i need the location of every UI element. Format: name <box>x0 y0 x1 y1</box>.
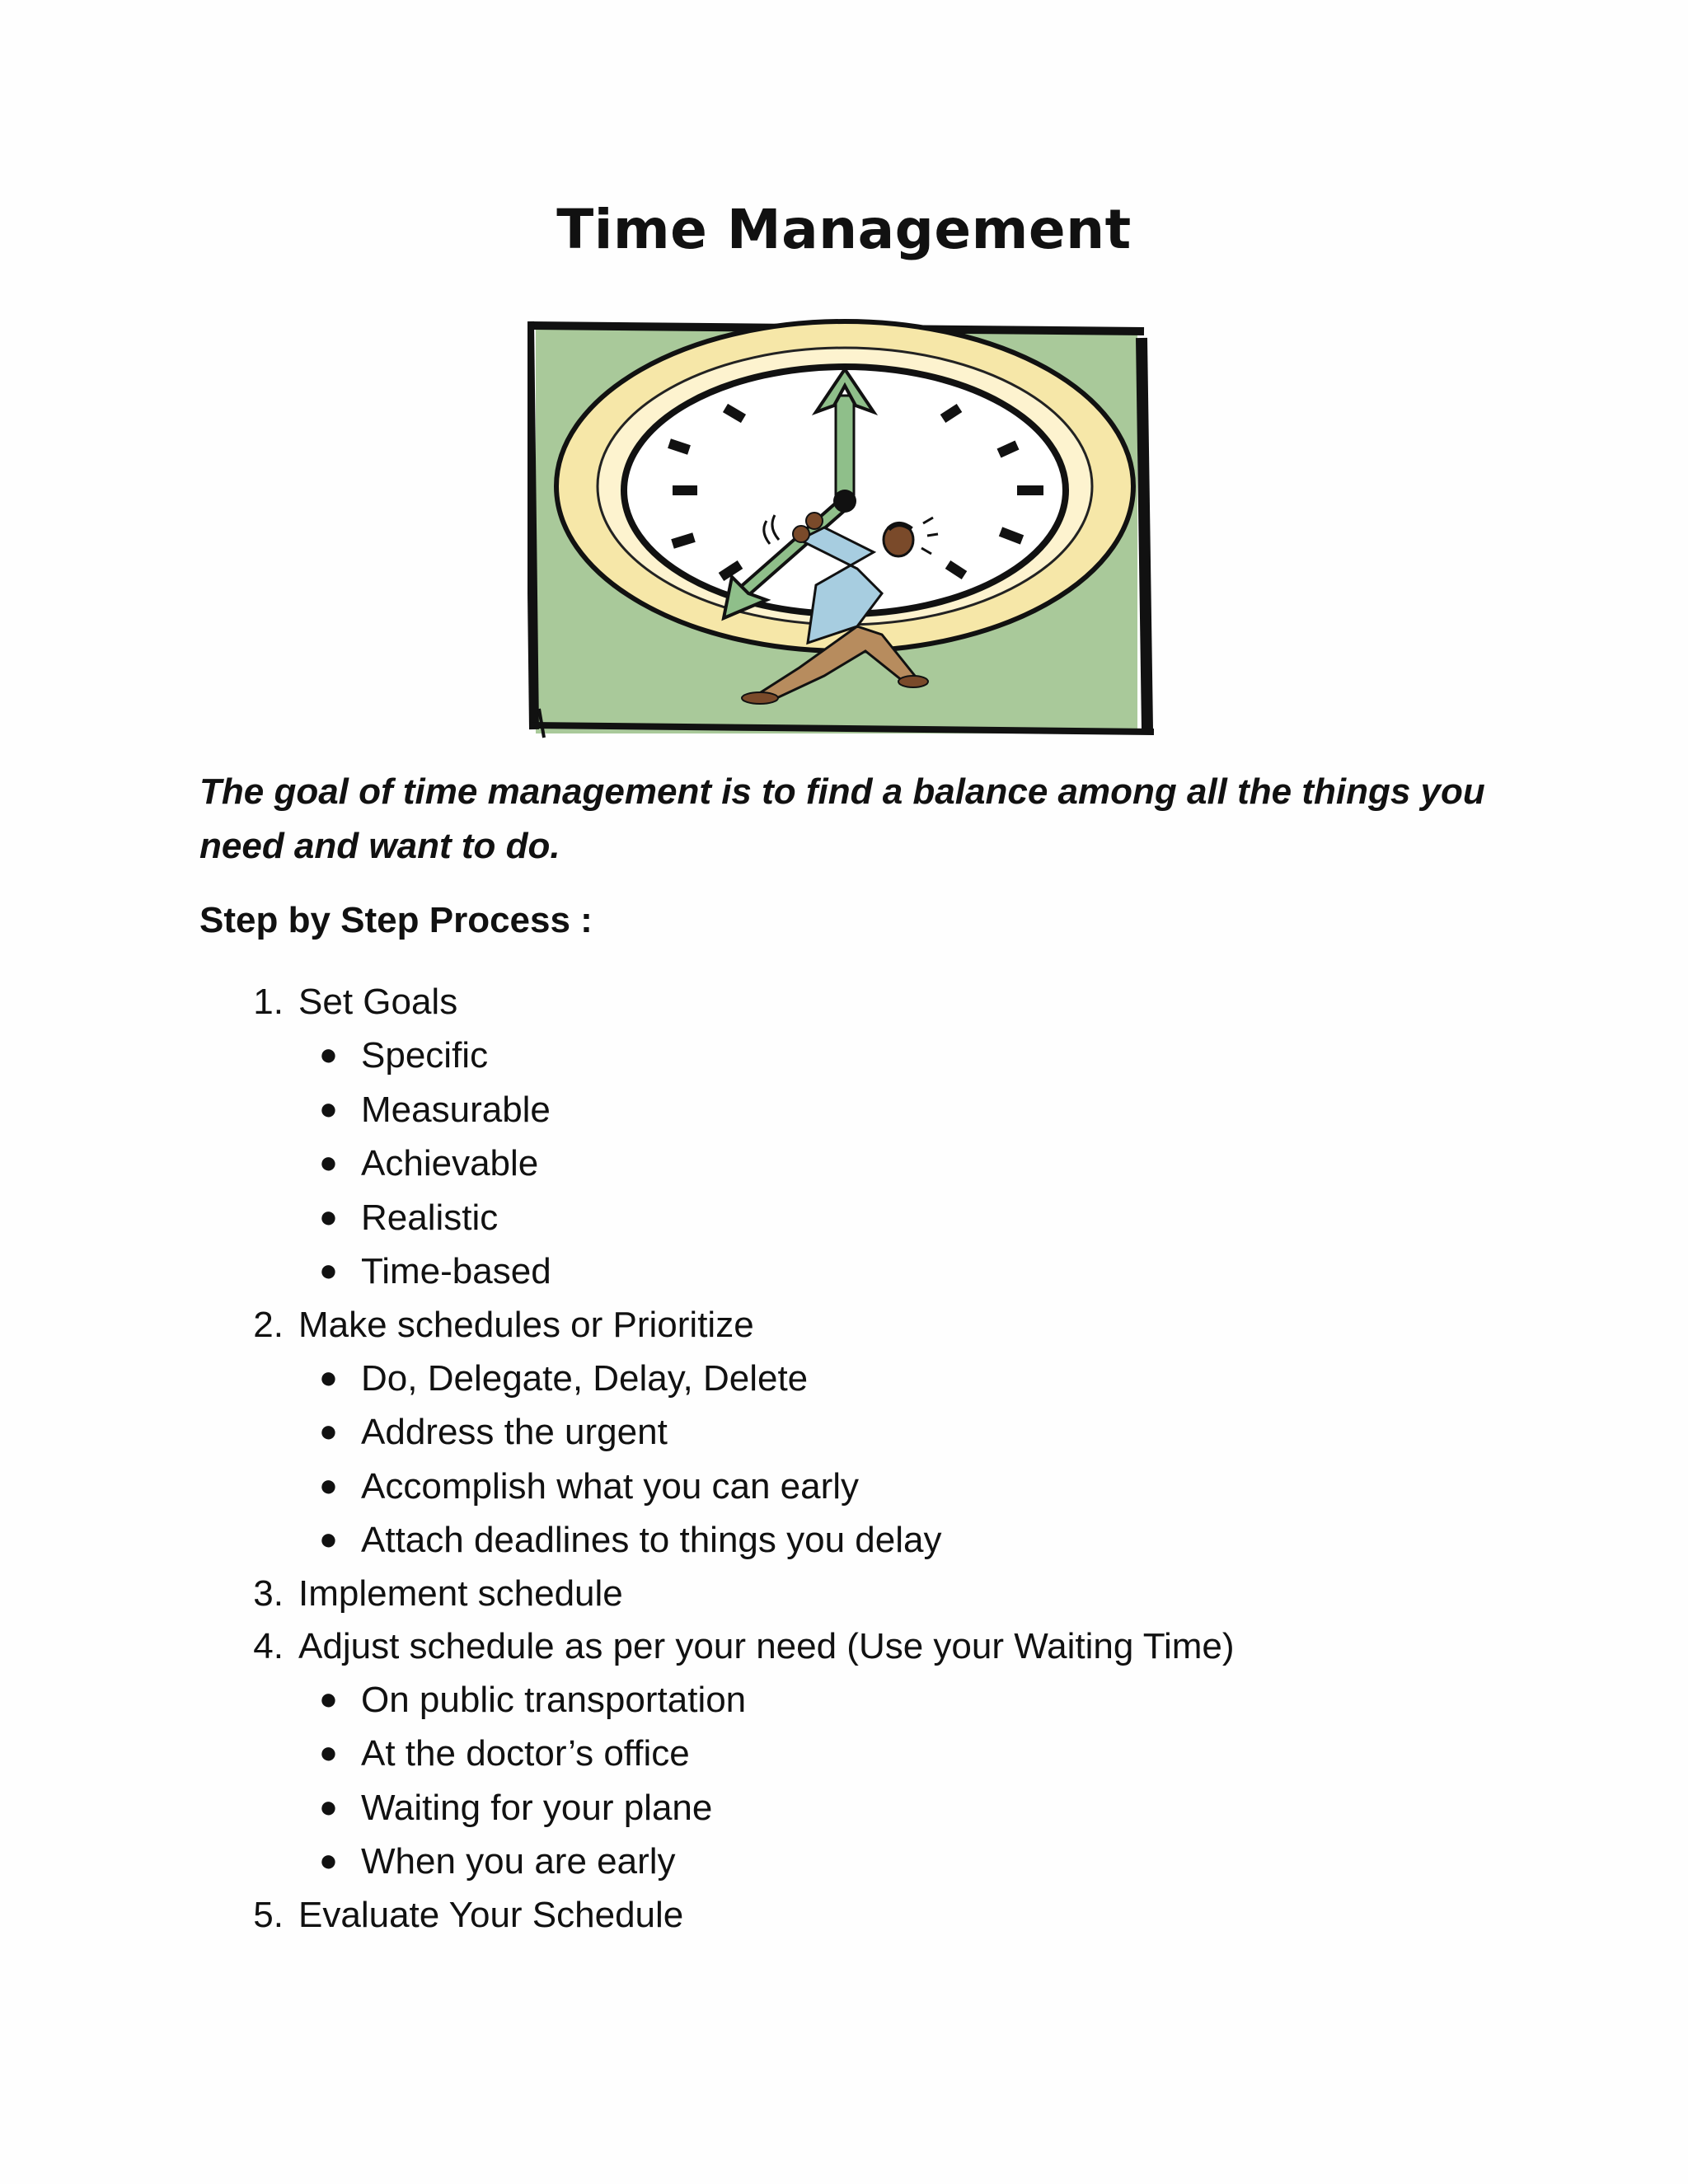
list-item-text: Achievable <box>361 1143 539 1183</box>
list-item-text: Realistic <box>361 1197 499 1238</box>
list-item <box>199 1029 1601 1083</box>
page-title: Time Management <box>556 198 1132 261</box>
bullet-icon: ● <box>319 1522 338 1557</box>
bullet-icon: ● <box>319 1468 338 1503</box>
bullet-icon: ● <box>319 1414 338 1449</box>
list-item-text: At the doctor’s office <box>361 1733 690 1774</box>
sub-list <box>199 1673 1601 1889</box>
step-3 <box>199 1568 1601 1620</box>
bullet-icon: ● <box>319 1789 338 1825</box>
step-number: 3. <box>253 1572 284 1614</box>
list-item <box>199 1083 1601 1137</box>
step-label: Set Goals <box>298 982 458 1022</box>
step-number: 5. <box>253 1894 284 1935</box>
bullet-icon: ● <box>319 1146 338 1180</box>
sub-list <box>199 1352 1601 1568</box>
bullet-icon: ● <box>319 1736 338 1770</box>
list-item <box>199 1244 1601 1299</box>
step-4 <box>199 1620 1601 1889</box>
step-2 <box>199 1299 1601 1568</box>
step-5 <box>199 1889 1601 1942</box>
steps-list <box>199 976 1601 1942</box>
step-label: Evaluate Your Schedule <box>298 1894 684 1935</box>
list-item-text: On public transportation <box>361 1679 747 1720</box>
step-label: Adjust schedule as per your need (Use your Waiting Time) <box>298 1625 1235 1666</box>
list-item <box>199 1405 1601 1460</box>
list-item-text: Address the urgent <box>361 1412 668 1452</box>
list-item <box>199 1460 1601 1514</box>
bullet-icon: ● <box>319 1360 338 1395</box>
list-item-text: Specific <box>361 1035 489 1076</box>
bullet-icon: ● <box>319 1199 338 1235</box>
bullet-icon: ● <box>319 1038 338 1072</box>
list-item <box>199 1781 1601 1835</box>
step-number: 4. <box>253 1625 284 1666</box>
list-item <box>199 1191 1601 1245</box>
steps-heading: Step by Step Process : <box>199 900 593 940</box>
step-label: Implement schedule <box>298 1572 623 1614</box>
list-item <box>199 1137 1601 1191</box>
list-item-text: When you are early <box>361 1841 676 1882</box>
list-item-text: Do, Delegate, Delay, Delete <box>361 1357 809 1399</box>
bullet-icon: ● <box>319 1844 338 1878</box>
step-number: 1. <box>253 982 284 1022</box>
step-1 <box>199 976 1601 1299</box>
list-item <box>199 1835 1601 1889</box>
bullet-icon: ● <box>319 1254 338 1288</box>
list-item <box>199 1352 1601 1406</box>
bullet-icon: ● <box>319 1681 338 1717</box>
list-item-text: Time-based <box>361 1251 551 1291</box>
list-item <box>199 1673 1601 1727</box>
step-number: 2. <box>253 1304 284 1345</box>
list-item-text: Measurable <box>361 1089 551 1130</box>
list-item-text: Waiting for your plane <box>361 1787 713 1828</box>
list-item-text: Attach deadlines to things you delay <box>361 1520 942 1560</box>
sub-list <box>199 1029 1601 1299</box>
list-item-text: Accomplish what you can early <box>361 1465 860 1507</box>
intro-statement: The goal of time management is to find a balance among all the things you need and want to do. <box>199 771 1485 866</box>
bullet-icon: ● <box>319 1091 338 1127</box>
list-item <box>199 1727 1601 1781</box>
step-label: Make schedules or Prioritize <box>298 1304 754 1345</box>
list-item <box>199 1513 1601 1568</box>
clock-man-illustration <box>528 313 1154 742</box>
